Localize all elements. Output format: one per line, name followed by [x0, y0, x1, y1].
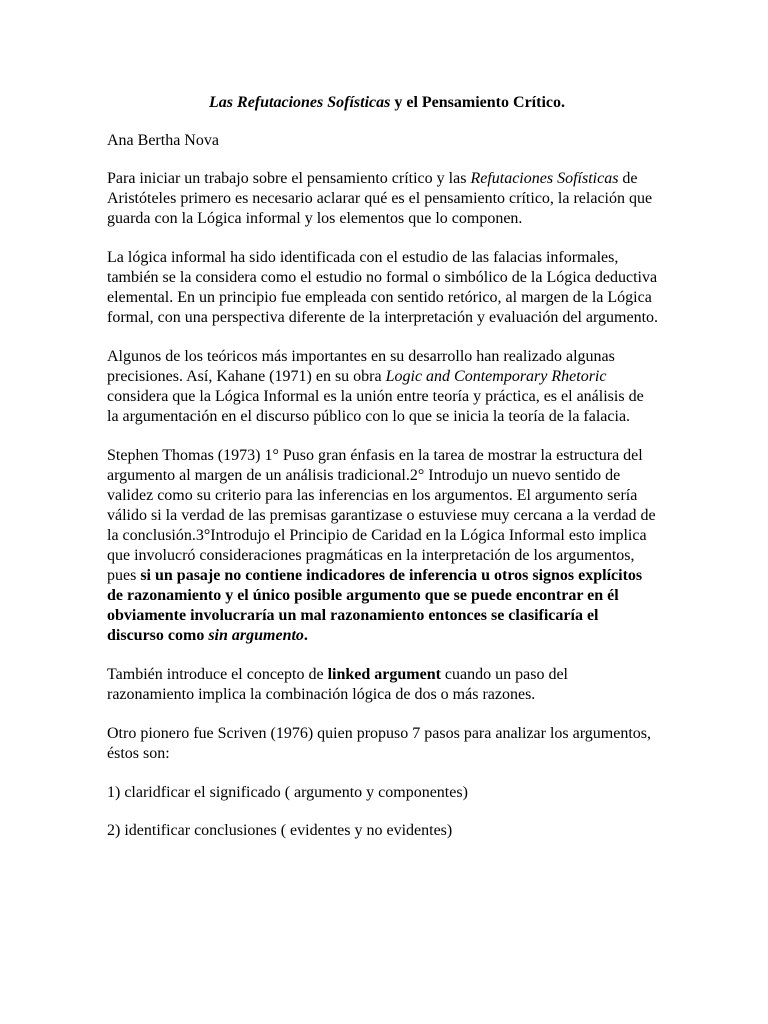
paragraph-kahane: [107, 347, 659, 427]
paragraph-linked-argument: [107, 665, 659, 705]
paragraph-linked-text-b: cuando un paso del razonamiento implica la combinación lógica de dos o más razones.: [107, 666, 568, 703]
paragraph-thomas: [107, 446, 659, 646]
paragraph-thomas-text: Stephen Thomas (1973) 1° Puso gran énfasis en la tarea de mostrar la estructura del argumento al margen de un análisis tradicional.2° Introdujo un nuevo sentido de validez como su criterio para las inferencias en los argumentos. El argumento sería válido si la verdad de las premisas garantizase o estuviese muy cercana a la verdad de la conclusión.3°Introdujo el Principio de Caridad en la Lógica Informal esto implica que involucró consideraciones pragmáticas en la interpretación de los argumentos, pues: [107, 447, 656, 584]
paragraph-scriven: Otro pionero fue Scriven (1976) quien propuso 7 pasos para analizar los argumentos, éstos son:: [107, 725, 652, 762]
paragraph-intro: [107, 169, 659, 229]
paragraph-intro-text-a: Para iniciar un trabajo sobre el pensamiento crítico y las: [107, 170, 471, 187]
title-rest: y el Pensamiento Crítico.: [390, 94, 565, 111]
list-item: 1) claridficar el significado ( argumento y componentes): [107, 784, 468, 801]
paragraph-kahane-text-b: considera que la Lógica Informal es la unión entre teoría y práctica, es el análisis de la argumentación en el discurso público con lo que se inicia la teoría de la falacia.: [107, 388, 644, 425]
paragraph-thomas-bold-italic: sin argumento: [208, 627, 304, 644]
document-title: [107, 93, 659, 113]
paragraph-thomas-bold-end: .: [303, 627, 308, 644]
paragraph-intro-italic: Refutaciones Sofísticas: [470, 170, 619, 187]
list-item: 2) identificar conclusiones ( evidentes y no evidentes): [107, 822, 453, 839]
document-body: [107, 93, 659, 859]
paragraph-thomas-bold: si un pasaje no contiene indicadores de inferencia u otros signos explícitos de razonamiento y el único posible argumento que se puede encontrar en él obviamente involucraría un mal razonamiento entonces se clasificaría el discurso como: [107, 567, 643, 644]
paragraph-intro-text-b: de Aristóteles primero es necesario aclarar qué es el pensamiento crítico, la relación que guarda con la Lógica informal y los elementos que lo componen.: [107, 170, 653, 227]
paragraph-logica-informal: La lógica informal ha sido identificada con el estudio de las falacias informales, también se la considera como el estudio no formal o simbólico de la Lógica deductiva elemental. En un principio fue empleada con sentido retórico, al margen de la Lógica formal, con una perspectiva diferente de la interpretación y evaluación del argumento.: [107, 249, 659, 326]
paragraph-linked-bold: linked argument: [327, 666, 441, 683]
paragraph-kahane-italic: Logic and Contemporary Rhetoric: [385, 368, 607, 385]
paragraph-linked-text-a: También introduce el concepto de: [107, 666, 328, 683]
author-name: Ana Bertha Nova: [107, 132, 219, 149]
paragraph-thomas-bold-italic-wrap: [208, 627, 304, 644]
title-italic: Las Refutaciones Sofísticas: [209, 94, 391, 111]
paragraph-kahane-text-a: Algunos de los teóricos más importantes en su desarrollo han realizado algunas precisiones. Así, Kahane (1971) en su obra: [107, 348, 615, 385]
